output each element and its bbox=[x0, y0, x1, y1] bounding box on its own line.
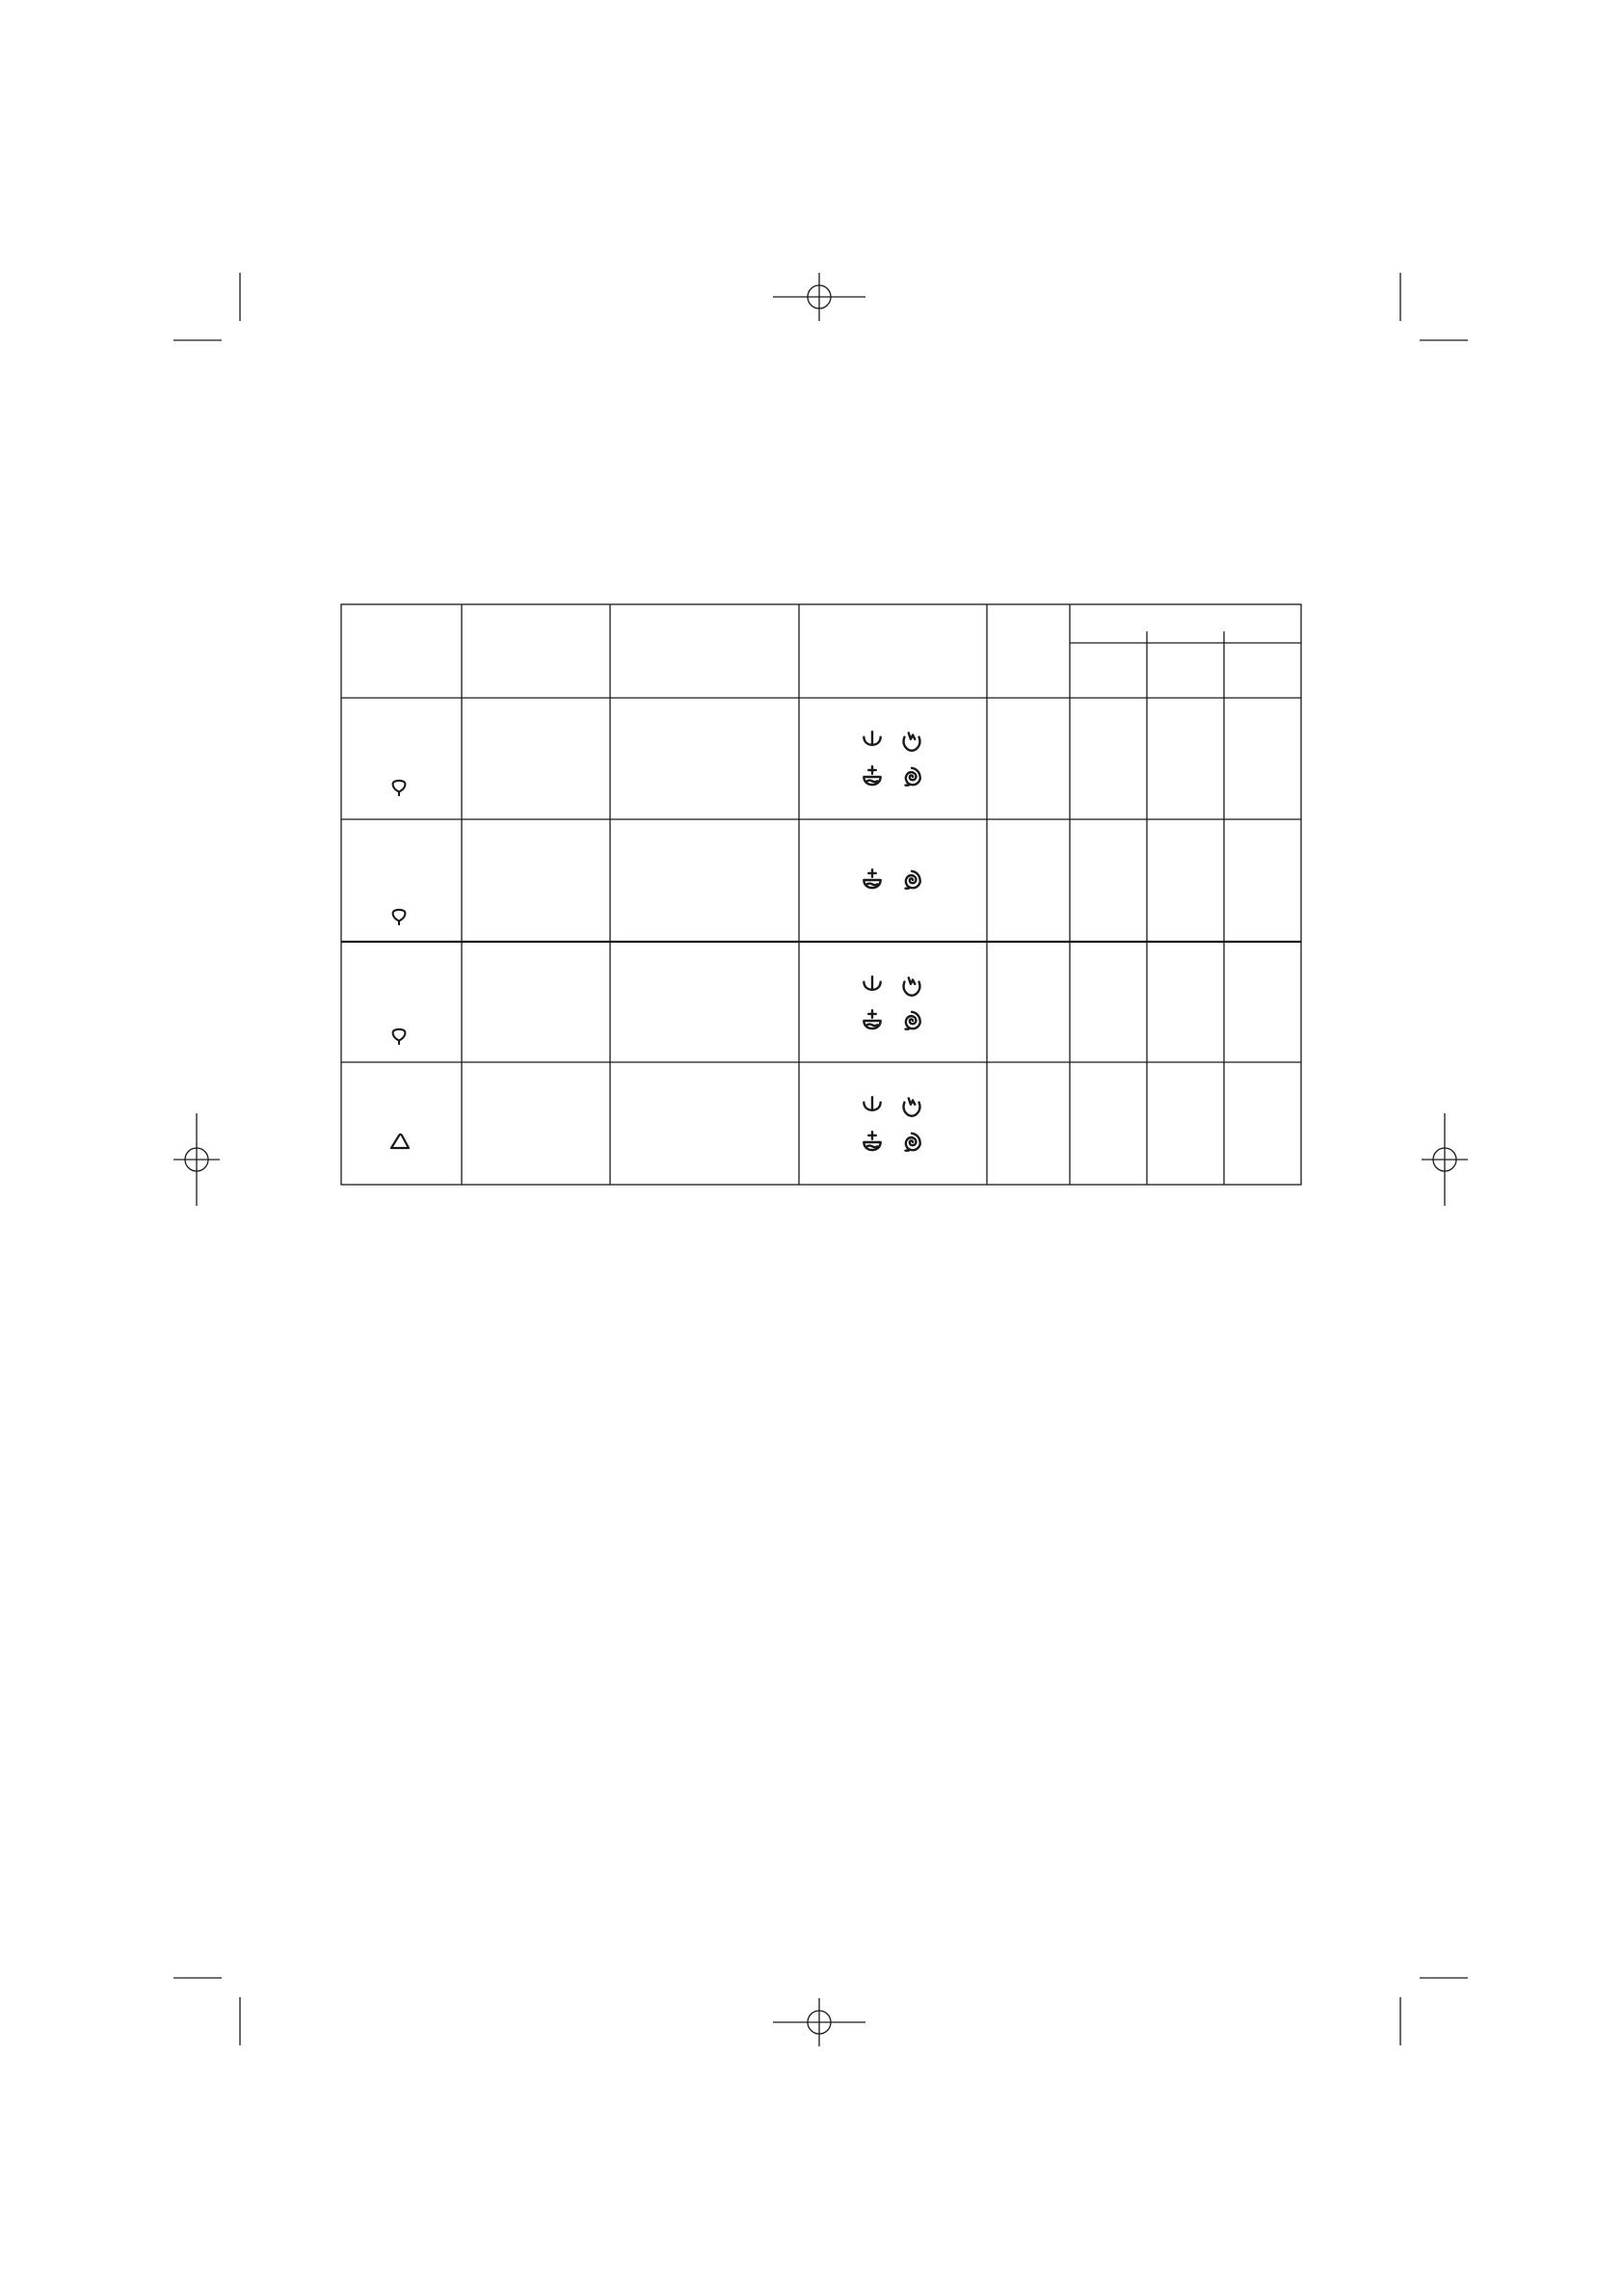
prewash-icon bbox=[864, 732, 880, 745]
crop-marks bbox=[173, 273, 1468, 2045]
prewash-icon bbox=[864, 1097, 880, 1110]
spin-reduction-icon bbox=[906, 768, 920, 786]
spin-reduction-icon bbox=[906, 1012, 920, 1029]
table-row bbox=[391, 1097, 920, 1150]
quick-wash-icon bbox=[904, 1098, 920, 1115]
quick-wash-icon bbox=[904, 977, 920, 995]
extra-rinse-icon bbox=[864, 766, 880, 785]
registration-mark-bottom bbox=[773, 1998, 865, 2046]
table-border bbox=[341, 604, 1301, 1185]
synthetics-icon bbox=[391, 1135, 409, 1148]
spin-reduction-icon bbox=[906, 1134, 920, 1151]
extra-rinse-icon bbox=[864, 1010, 880, 1028]
quick-wash-icon bbox=[904, 733, 920, 750]
programme-table bbox=[341, 604, 1301, 1185]
prewash-icon bbox=[864, 976, 880, 990]
extra-rinse-icon bbox=[864, 1132, 880, 1150]
table-row bbox=[393, 732, 920, 795]
cotton-icon bbox=[393, 781, 406, 795]
cotton-icon bbox=[393, 910, 406, 924]
registration-mark-right bbox=[1422, 1113, 1468, 1206]
registration-mark-left bbox=[173, 1113, 220, 1206]
cotton-icon bbox=[393, 1029, 406, 1044]
table-row bbox=[393, 976, 920, 1044]
spin-reduction-icon bbox=[906, 871, 920, 889]
extra-rinse-icon bbox=[864, 869, 880, 888]
table-row bbox=[393, 869, 920, 924]
registration-mark-top bbox=[773, 273, 865, 321]
